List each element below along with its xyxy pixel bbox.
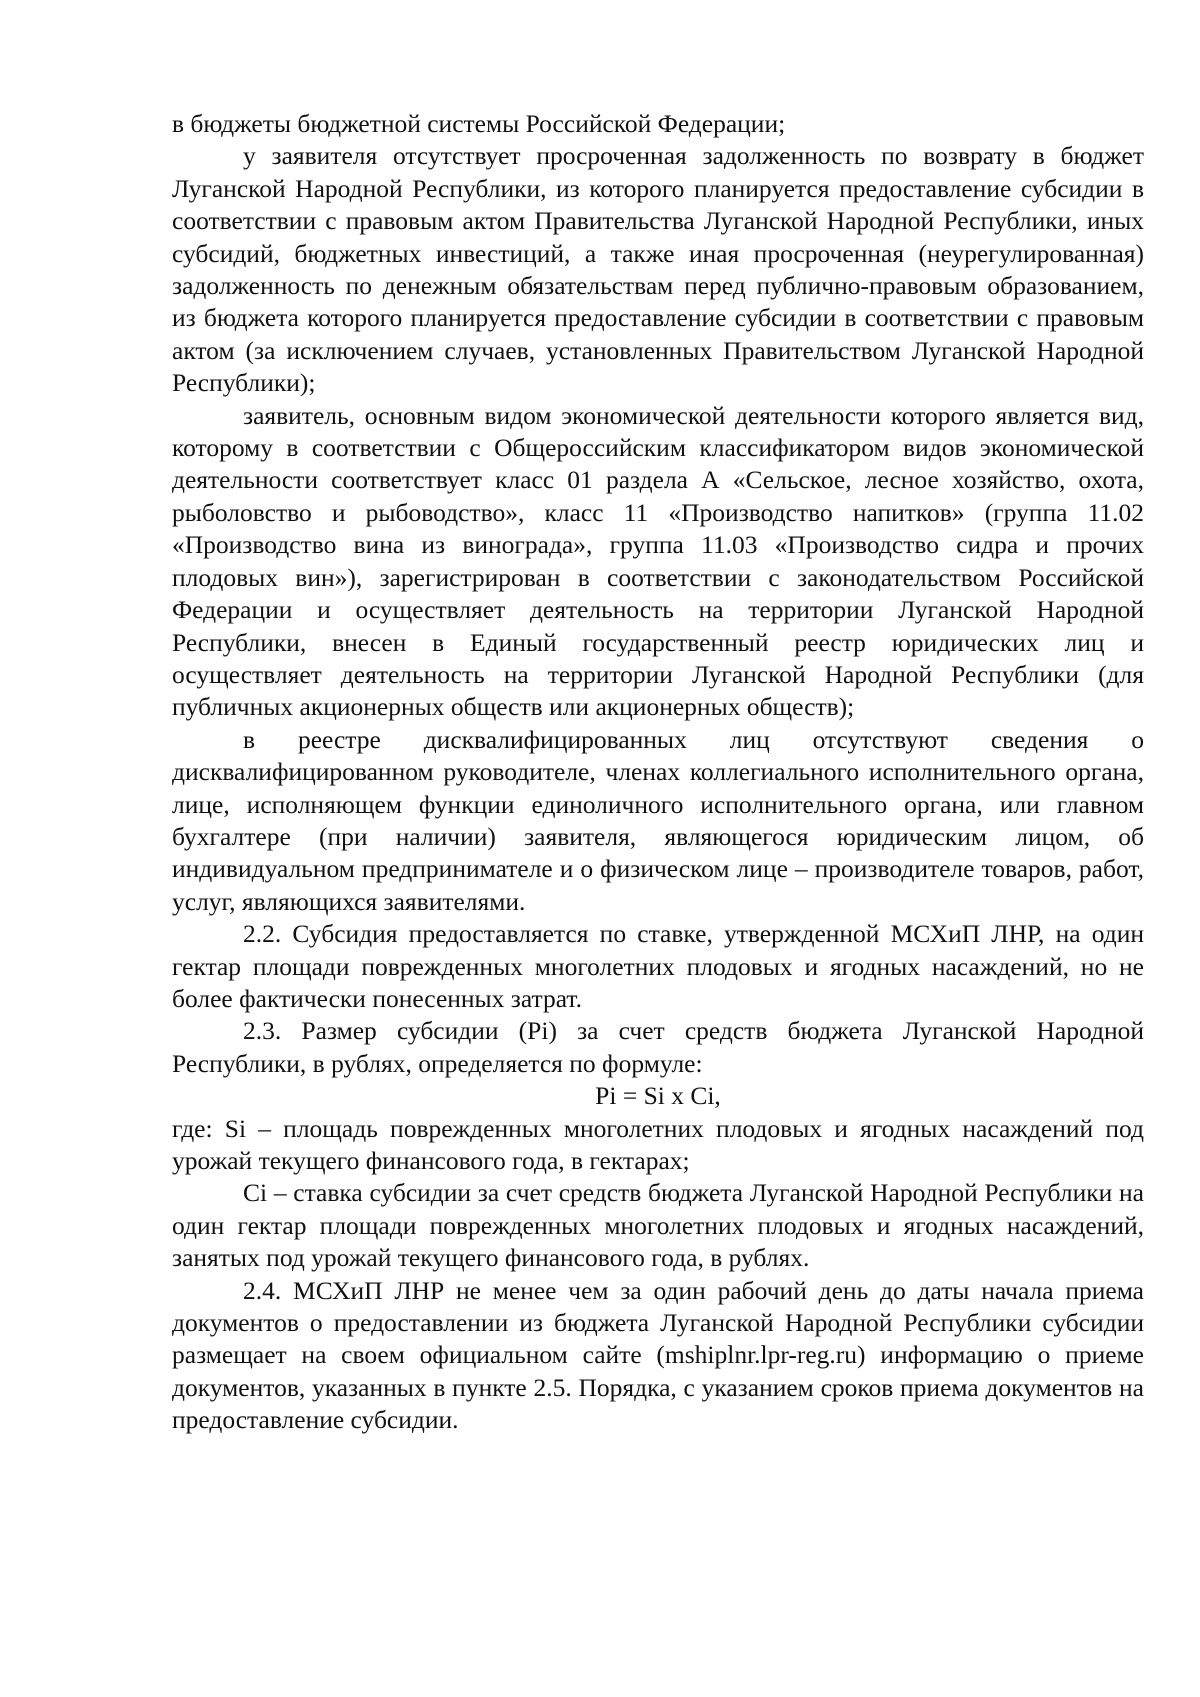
paragraph-disqualified-registry: в реестре дисквалифицированных лиц отсутствуют сведения о дисквалифицированном руководителе, членах коллегиального исполнительного органа, лице, исполняющем функции единоличного исполнительного органа, или главном бухгалтере (при наличии) заявителя, являющегося юридическим лицом, об индивидуальном предпринимателе и о физическом лице – производителе товаров, работ, услуг, являющихся заявителями.: [172, 724, 1144, 916]
subsidy-formula: Pi = Si x Ci,: [595, 1081, 721, 1111]
paragraph-budget-system: в бюджеты бюджетной системы Российской Федерации;: [172, 109, 786, 138]
paragraph-2-2-subsidy-rate: 2.2. Субсидия предоставляется по ставке, утвержденной МСХиП ЛНР, на один гектар площади поврежденных многолетних плодовых и ягодных насаждений, но не более фактически понесенных затрат.: [172, 919, 1144, 1013]
paragraph-formula-ci: Ci – ставка субсидии за счет средств бюджета Луганской Народной Республики на один гектар площади поврежденных многолетних плодовых и ягодных насаждений, занятых под урожай текущего финансового года, в рублях.: [172, 1178, 1144, 1273]
paragraph-no-overdue-debt: у заявителя отсутствует просроченная задолженность по возврату в бюджет Луганской Народной Республики, из которого планируется предоставление субсидии в соответствии с правовым актом Правительства Луганской Народной Республики, иных субсидий, бюджетных инвестиций, а также иная просроченная (неурегулированная) задолженность по денежным обязательствам перед публично-правовым образованием, из бюджета которого планируется предоставление субсидии в соответствии с правовым актом (за исключением случаев, установленных Правительством Луганской Народной Республики);: [172, 141, 1144, 398]
paragraph-2-4-publication: 2.4. МСХиП ЛНР не менее чем за один рабочий день до даты начала приема документов о предоставлении из бюджета Луганской Народной Республики субсидии размещает на своем официальном сайте (mshiplnr.lpr-reg.ru) информацию о приеме документов, указанных в пункте 2.5. Порядка, с указанием сроков приема документов на предоставление субсидии.: [172, 1275, 1144, 1435]
paragraph-2-3-subsidy-amount: 2.3. Размер субсидии (Pi) за счет средств бюджета Луганской Народной Республики, в рублях, определяется по формуле:: [172, 1016, 1144, 1078]
paragraph-formula-si: где: Si – площадь поврежденных многолетних плодовых и ягодных насаждений под урожай текущего финансового года, в гектарах;: [172, 1113, 1144, 1175]
document-page: [172, 108, 1144, 1437]
paragraph-economic-activity: заявитель, основным видом экономической деятельности которого является вид, которому в соответствии с Общероссийским классификатором видов экономической деятельности соответствует класс 01 раздела А «Сельское, лесное хозяйство, охота, рыболовство и рыбоводство», класс 11 «Производство напитков» (группа 11.02 «Производство вина из винограда», группа 11.03 «Производство сидра и прочих плодовых вин»), зарегистрирован в соответствии с законодательством Российской Федерации и осуществляет деятельность на территории Луганской Народной Республики, внесен в Единый государственный реестр юридических лиц и осуществляет деятельность на территории Луганской Народной Республики (для публичных акционерных обществ или акционерных обществ);: [172, 400, 1144, 722]
